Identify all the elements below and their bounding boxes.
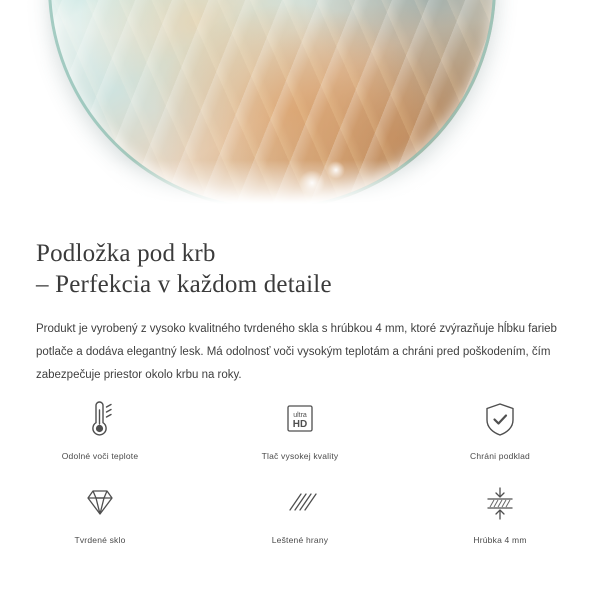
feature-label: Leštené hrany (271, 535, 329, 545)
page-title (0, 216, 600, 300)
thermometer-icon (83, 396, 117, 442)
feature-label: Odolné voči teplote (61, 451, 139, 461)
text-content (0, 216, 600, 387)
feature-label: Tvrdené sklo (74, 535, 126, 545)
feature-label: Chráni podklad (470, 451, 530, 461)
ultra-hd-icon (279, 396, 321, 442)
hero-bottom-fade (0, 160, 600, 216)
shield-check-icon (480, 396, 520, 442)
svg-text:ultra: ultra (293, 412, 307, 419)
feature-label: Hrúbka 4 mm (473, 535, 527, 545)
svg-text:HD: HD (292, 419, 308, 430)
thickness-icon (479, 480, 521, 526)
page-title-line-2: – Perfekcia v každom detaile (36, 271, 332, 298)
feature-grid (0, 396, 600, 564)
feature-item-surface-protection (400, 396, 600, 480)
feature-item-heat-resistant (0, 396, 200, 480)
feature-item-thickness (400, 480, 600, 564)
diamond-icon (79, 480, 121, 526)
feature-label: Tlač vysokej kvality (261, 451, 339, 461)
description-paragraph: Produkt je vyrobený z vysoko kvalitného tvrdeného skla s hrúbkou 4 mm, ktoré zvýrazňuje hĺbku farieb potlače a dodáva elegantný lesk. Má odolnosť voči vysokým teplotám a chráni pred poškodením, čím zabezpečuje priestor okolo krbu na roky. (36, 323, 557, 381)
hero-product-image (0, 0, 600, 216)
polished-edges-icon (279, 480, 321, 526)
feature-item-polished-edges (200, 480, 400, 564)
feature-item-tempered-glass (0, 480, 200, 564)
feature-item-print-quality (200, 396, 400, 480)
page-title-line-1: Podložka pod krb (36, 240, 216, 267)
